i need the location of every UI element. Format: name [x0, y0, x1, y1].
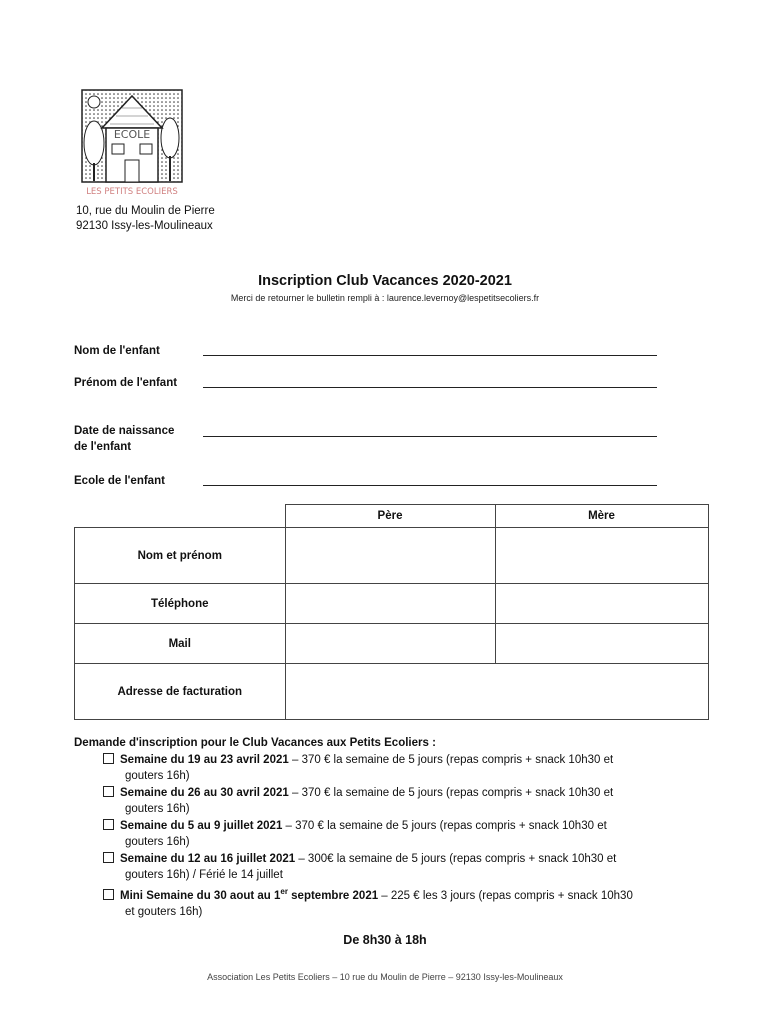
child-firstname-field[interactable]	[203, 387, 657, 388]
checkbox[interactable]	[103, 753, 114, 764]
option-week-3[interactable]: Semaine du 5 au 9 juillet 2021 – 370 € la semaine de 5 jours (repas compris + snack 10h30 et gouters 16h)	[103, 818, 703, 850]
father-mail-cell[interactable]	[285, 624, 495, 664]
table-corner	[75, 505, 286, 528]
father-phone-cell[interactable]	[285, 584, 495, 624]
billing-address-cell[interactable]	[285, 664, 708, 720]
row-label-phone: Téléphone	[75, 584, 286, 624]
page-subtitle: Merci de retourner le bulletin rempli à : laurence.levernoy@lespetitsecoliers.fr	[230, 293, 540, 303]
demand-title: Demande d'inscription pour le Club Vacances aux Petits Ecoliers :	[74, 737, 436, 749]
row-label-name: Nom et prénom	[75, 528, 286, 584]
mother-phone-cell[interactable]	[495, 584, 708, 624]
checkbox[interactable]	[103, 786, 114, 797]
logo-word: ECOLE	[113, 128, 151, 141]
checkbox[interactable]	[103, 889, 114, 900]
address-line2: 92130 Issy-les-Moulineaux	[76, 220, 213, 232]
child-school-label: Ecole de l'enfant	[74, 475, 165, 487]
option-mini-week[interactable]: Mini Semaine du 30 aout au 1er septembre 2021 – 225 € les 3 jours (repas compris + snack 10h30 et gouters 16h)	[103, 884, 703, 920]
mother-name-cell[interactable]	[495, 528, 708, 584]
school-logo	[80, 88, 184, 198]
parents-table	[74, 504, 709, 720]
child-lastname-label: Nom de l'enfant	[74, 345, 160, 357]
row-label-mail: Mail	[75, 624, 286, 664]
checkbox[interactable]	[103, 852, 114, 863]
father-name-cell[interactable]	[285, 528, 495, 584]
child-school-field[interactable]	[203, 485, 657, 486]
checkbox[interactable]	[103, 819, 114, 830]
header-mother: Mère	[495, 505, 708, 528]
child-firstname-label: Prénom de l'enfant	[74, 377, 178, 389]
opening-hours: De 8h30 à 18h	[343, 933, 427, 947]
page-title: Inscription Club Vacances 2020-2021	[258, 273, 512, 289]
mother-mail-cell[interactable]	[495, 624, 708, 664]
logo-name: LES PETITS ECOLIERS	[86, 187, 178, 197]
page-footer: Association Les Petits Ecoliers – 10 rue du Moulin de Pierre – 92130 Issy-les-Moulineaux	[207, 972, 563, 982]
child-birthdate-field[interactable]	[203, 436, 657, 437]
option-week-1[interactable]: Semaine du 19 au 23 avril 2021 – 370 € la semaine de 5 jours (repas compris + snack 10h30 et gouters 16h)	[103, 752, 703, 784]
option-week-2[interactable]: Semaine du 26 au 30 avril 2021 – 370 € la semaine de 5 jours (repas compris + snack 10h30 et gouters 16h)	[103, 785, 703, 817]
row-label-billing: Adresse de facturation	[75, 664, 286, 720]
child-birthdate-label: Date de naissance de l'enfant	[74, 425, 175, 453]
address-line1: 10, rue du Moulin de Pierre	[76, 205, 215, 217]
header-father: Père	[285, 505, 495, 528]
child-lastname-field[interactable]	[203, 355, 657, 356]
option-week-4[interactable]: Semaine du 12 au 16 juillet 2021 – 300€ la semaine de 5 jours (repas compris + snack 10h30 et gouters 16h) / Férié le 14 juillet	[103, 851, 703, 883]
